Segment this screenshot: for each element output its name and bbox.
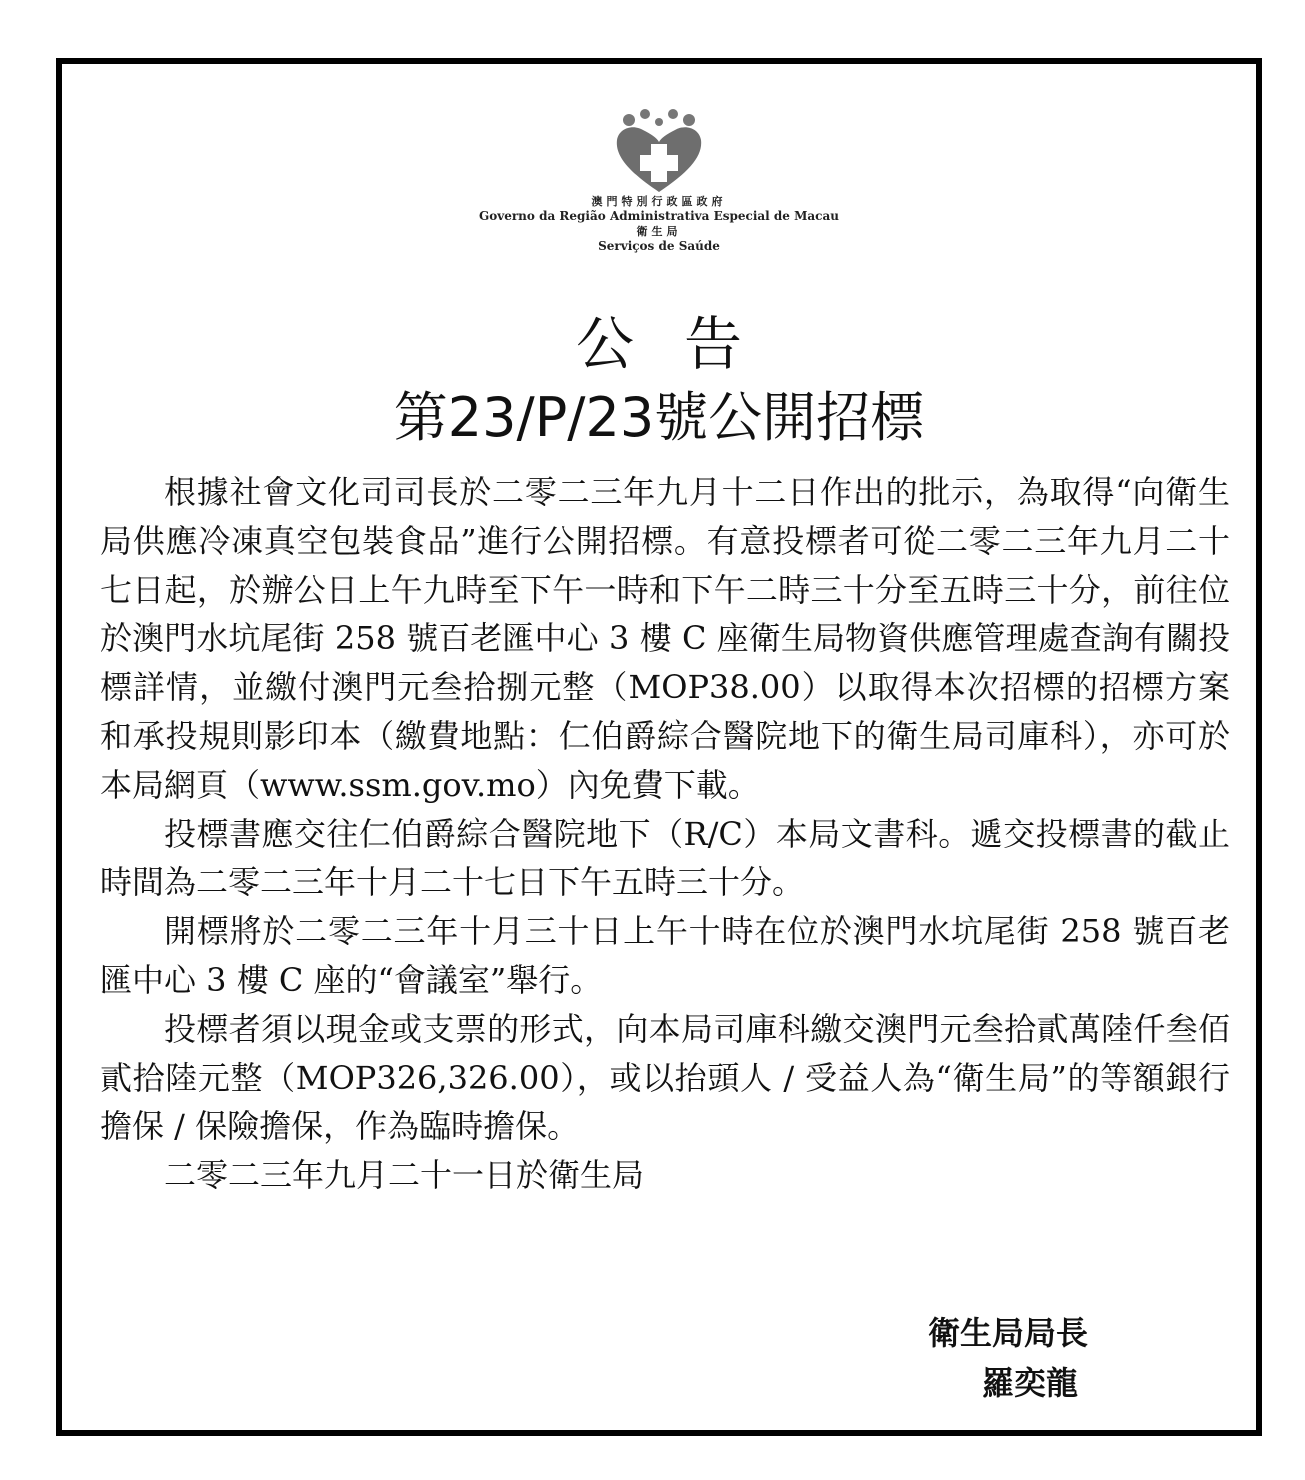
org-name-cn: 澳門特別行政區政府	[591, 195, 727, 208]
paragraph-opening: 開標將於二零二三年十月三十日上午十時在位於澳門水坑尾街 258 號百老匯中心 3 樓 C 座的“會議室”舉行。	[100, 912, 1230, 999]
notice-body	[100, 468, 1230, 1200]
signatory-role: 衛生局局長	[928, 1314, 1089, 1352]
signatory-name: 羅奕龍	[982, 1364, 1079, 1402]
notice-frame	[56, 58, 1262, 1436]
dept-name-cn: 衛生局	[636, 225, 682, 238]
heart-cross-emblem-icon	[609, 108, 709, 194]
paragraph-guarantee: 投標者須以現金或支票的形式，向本局司庫科繳交澳門元叁拾貳萬陸仟叁佰貳拾陸元整（MOP326,326.00），或以抬頭人 / 受益人為“衛生局”的等額銀行擔保 / 保險擔保，作為臨時擔保。	[100, 1009, 1230, 1146]
header-logo-block	[62, 108, 1256, 254]
paragraph-date-place: 二零二三年九月二十一日於衛生局	[164, 1156, 645, 1195]
org-name-pt: Governo da Região Administrativa Especial de Macau	[479, 209, 839, 223]
paragraph-tender-details: 根據社會文化司司長於二零二三年九月十二日作出的批示，為取得“向衛生局供應冷凍真空包裝食品”進行公開招標。有意投標者可從二零二三年九月二十七日起，於辦公日上午九時至下午一時和下午二時三十分至五時三十分，前往位於澳門水坑尾街 258 號百老匯中心 3 樓 C 座衛生局物資供應管理處查詢有關投標詳情，並繳付澳門元叁拾捌元整（MOP38.00）以取得本次招標的招標方案和承投規則影印本（繳費地點：仁伯爵綜合醫院地下的衛生局司庫科），亦可於本局網頁（www.ssm.gov.mo）內免費下載。	[100, 473, 1230, 804]
tender-title: 第23/P/23號公開招標	[393, 386, 925, 449]
signature-block	[928, 1308, 1088, 1408]
dept-name-pt: Serviços de Saúde	[598, 239, 720, 253]
paragraph-submission: 投標書應交往仁伯爵綜合醫院地下（R/C）本局文書科。遞交投標書的截止時間為二零二三年十月二十七日下午五時三十分。	[100, 814, 1230, 902]
notice-title: 公告	[575, 310, 792, 378]
